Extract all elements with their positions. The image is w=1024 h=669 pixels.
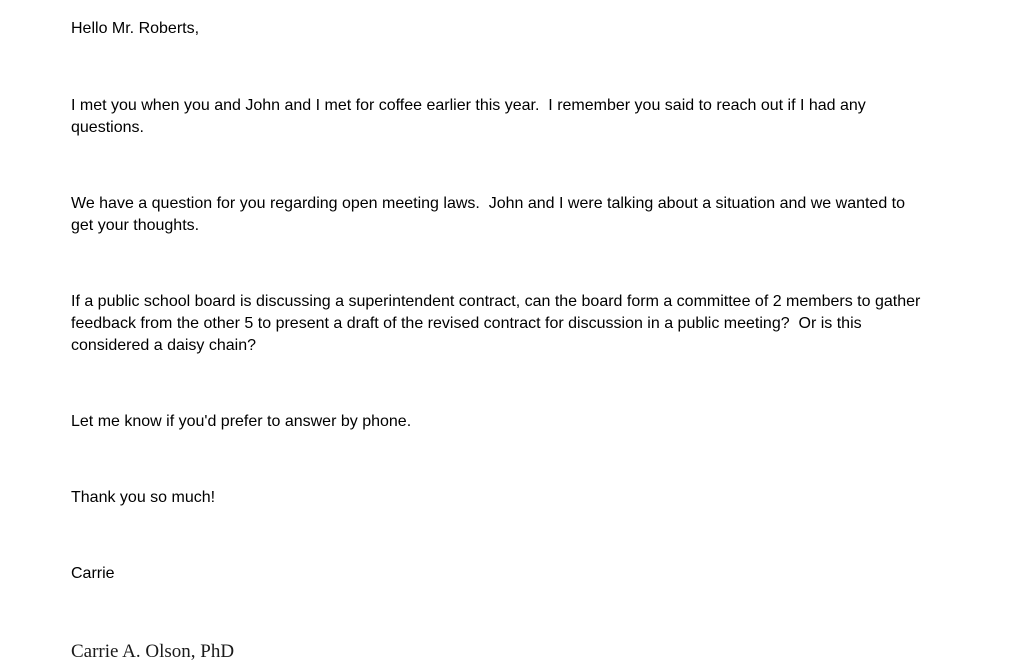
paragraph-thanks: Thank you so much!: [71, 489, 216, 506]
paragraph-phone: Let me know if you'd prefer to answer by phone.: [71, 413, 412, 430]
signature-subline-cropped: [71, 664, 211, 669]
greeting-line: Hello Mr. Roberts,: [71, 20, 200, 37]
paragraph-question-context: We have a question for you regarding open meeting laws. John and I were talking about a situation and we wanted to get your thoughts.: [71, 195, 910, 234]
signature-name: Carrie A. Olson, PhD: [71, 641, 235, 662]
signoff-name: Carrie: [71, 565, 115, 582]
paragraph-question: If a public school board is discussing a superintendent contract, can the board form a committee of 2 members to gather feedback from the other 5 to present a draft of the revised contract for discussion in a public meeting? Or is this considered a daisy chain?: [71, 293, 925, 354]
signature-subline-text: [71, 664, 211, 669]
paragraph-intro: I met you when you and John and I met for coffee earlier this year. I remember you said to reach out if I had any questions.: [71, 97, 871, 136]
